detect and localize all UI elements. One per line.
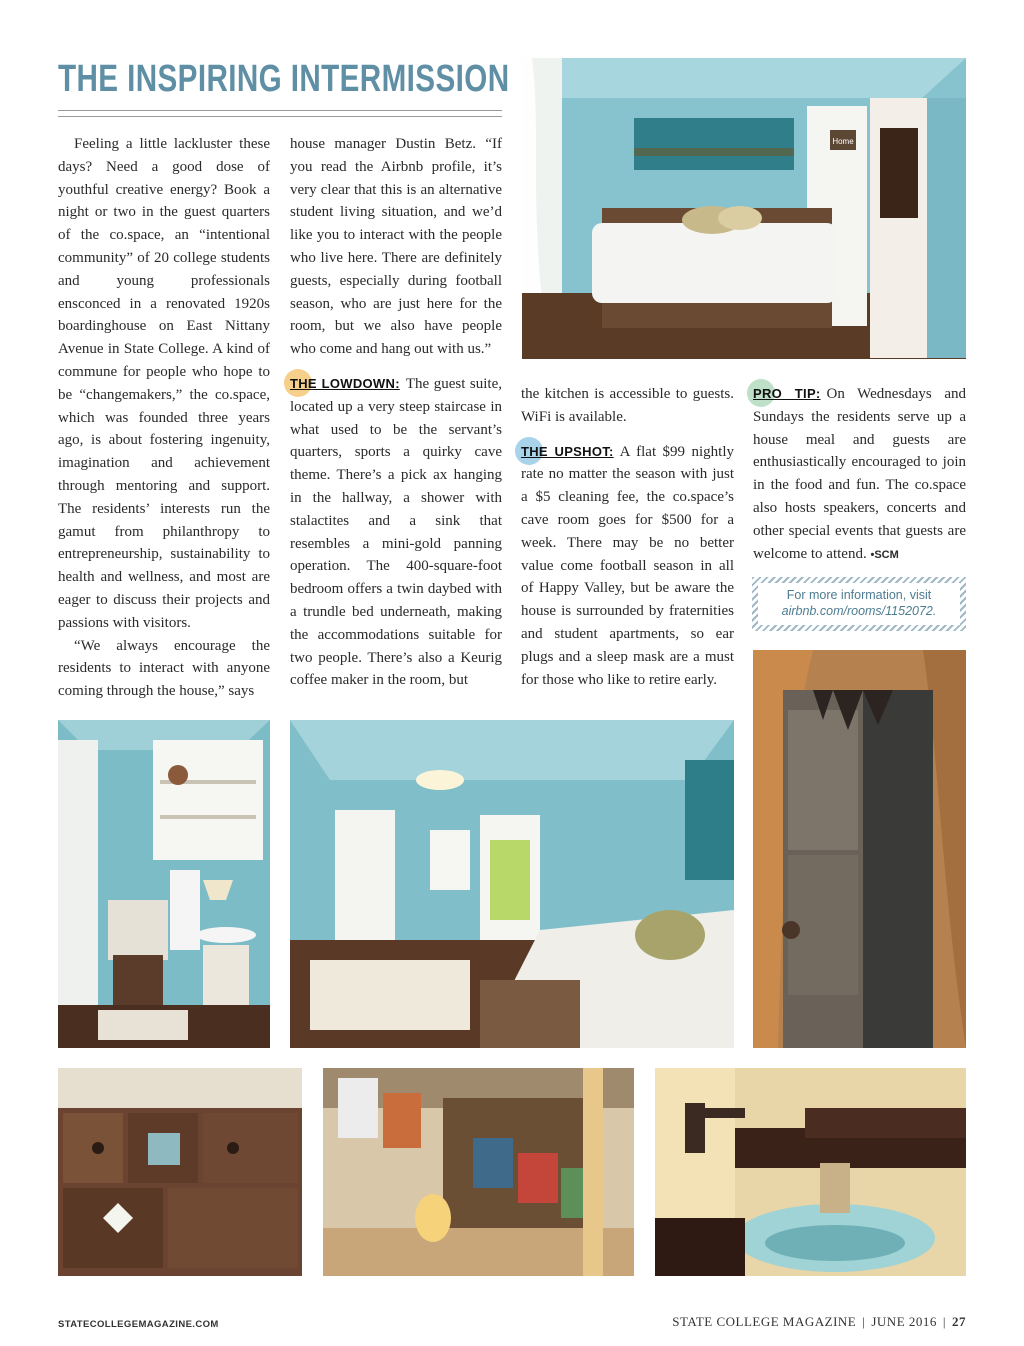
intro-paragraph: Feeling a little lackluster these days? Need a good dose of youthful creative energy? Book a night or two in the guest quarters of the co.space, an “intentional community” of 20 college students and young professionals ensconced in a renovated 1920s boardinghouse on East Nittany Avenue in State College. A kind of commune for people who hope to be “changemakers,” the co.space, which was founded three years ago, is about fostering ingenuity, imagination and achievement through mentoring and support. The residents’ interests run the gamut from philanthropy to entrepreneurship, sustainability to health and wellness, and most are eager to discuss their projects and passions with visitors. xyxy=(58,136,270,631)
kitchen-paragraph: the kitchen is accessible to guests. WiFi is available. xyxy=(521,386,734,425)
bedroom-photo xyxy=(522,58,966,359)
cave-shower-photo xyxy=(753,650,966,1048)
footer-publication: STATE COLLEGE MAGAZINE xyxy=(672,1314,857,1329)
prayer-flags-illustration xyxy=(323,1068,634,1276)
footer-issue: JUNE 2016 xyxy=(871,1314,937,1329)
footer-folio xyxy=(672,1314,966,1330)
panning-sink-illustration xyxy=(655,1068,966,1276)
bedroom-illustration xyxy=(522,58,966,359)
folio-separator-2: | xyxy=(942,1314,946,1329)
quote-continuation: house manager Dustin Betz. “If you read the Airbnb profile, it’s very clear that this is an alternative student living situation, and we’d like you to interact with the people who live here. There are definitely guests, especially during football season, who are just here for the room, but we also have people who come and hang out with us.” xyxy=(290,136,502,358)
article-title: THE INSPIRING INTERMISSION xyxy=(58,58,510,100)
upshot-paragraph xyxy=(521,441,734,692)
more-info-label: For more information, visit xyxy=(786,588,932,602)
rustic-cabinet-illustration xyxy=(58,1068,302,1276)
more-info-inner xyxy=(758,583,960,625)
upshot-text: A flat $99 nightly rate no matter the season with just a $5 cleaning fee, the co.space’s cave room goes for $500 for a week. There may be no better value come football season in all of Happy Valley, but be aware the house is surrounded by fraternities and student apartments, so ear plugs and a sleep mask are a must for those who like to retire early. xyxy=(521,443,734,688)
shelf-corner-photo xyxy=(58,720,270,1048)
cave-shower-illustration xyxy=(753,650,966,1048)
airbnb-link[interactable]: airbnb.com/rooms/1152072. xyxy=(781,604,937,618)
upshot-heading: THE UPSHOT: xyxy=(521,444,614,459)
lowdown-paragraph xyxy=(290,373,502,692)
text-column-1 xyxy=(58,133,270,703)
guest-room-illustration xyxy=(290,720,734,1048)
quote-paragraph: “We always encourage the residents to interact with anyone coming through the house,” says xyxy=(58,637,270,700)
protip-paragraph xyxy=(753,383,966,566)
text-column-2 xyxy=(290,133,502,692)
lowdown-text: The guest suite, located up a very steep staircase in what used to be the servant’s quarters, sports a quirky cave theme. There’s a pick ax hanging in the hallway, a shower with stalactites and a sink that resembles a mini-gold panning operation. The 400-square-foot bedroom offers a twin daybed with a trundle bed underneath, making the accommodations suitable for two people. There’s also a Keurig coffee maker in the room, but xyxy=(290,375,502,689)
guest-room-wide-photo xyxy=(290,720,734,1048)
folio-separator-1: | xyxy=(862,1314,866,1329)
title-divider xyxy=(58,110,502,117)
prayer-flags-photo xyxy=(323,1068,634,1276)
home-sign: Home xyxy=(832,137,854,146)
protip-text: On Wednesdays and Sundays the residents serve up a house meal and guests are enthusiastically encouraged to join in the food and fun. The co.space also hosts speakers, concerts and other special events that guests are welcome to attend. xyxy=(753,386,966,562)
protip-heading: PRO TIP: xyxy=(753,386,821,401)
panning-sink-photo xyxy=(655,1068,966,1276)
footer-website: STATECOLLEGEMAGAZINE.COM xyxy=(58,1319,219,1330)
text-column-3 xyxy=(521,383,734,691)
page-number: 27 xyxy=(952,1314,966,1329)
lowdown-heading: THE LOWDOWN: xyxy=(290,376,400,391)
scm-signature: •SCM xyxy=(870,548,899,561)
shelf-corner-illustration xyxy=(58,720,270,1048)
more-info-box xyxy=(752,577,966,631)
rustic-cabinet-photo xyxy=(58,1068,302,1276)
text-column-4 xyxy=(753,383,966,566)
